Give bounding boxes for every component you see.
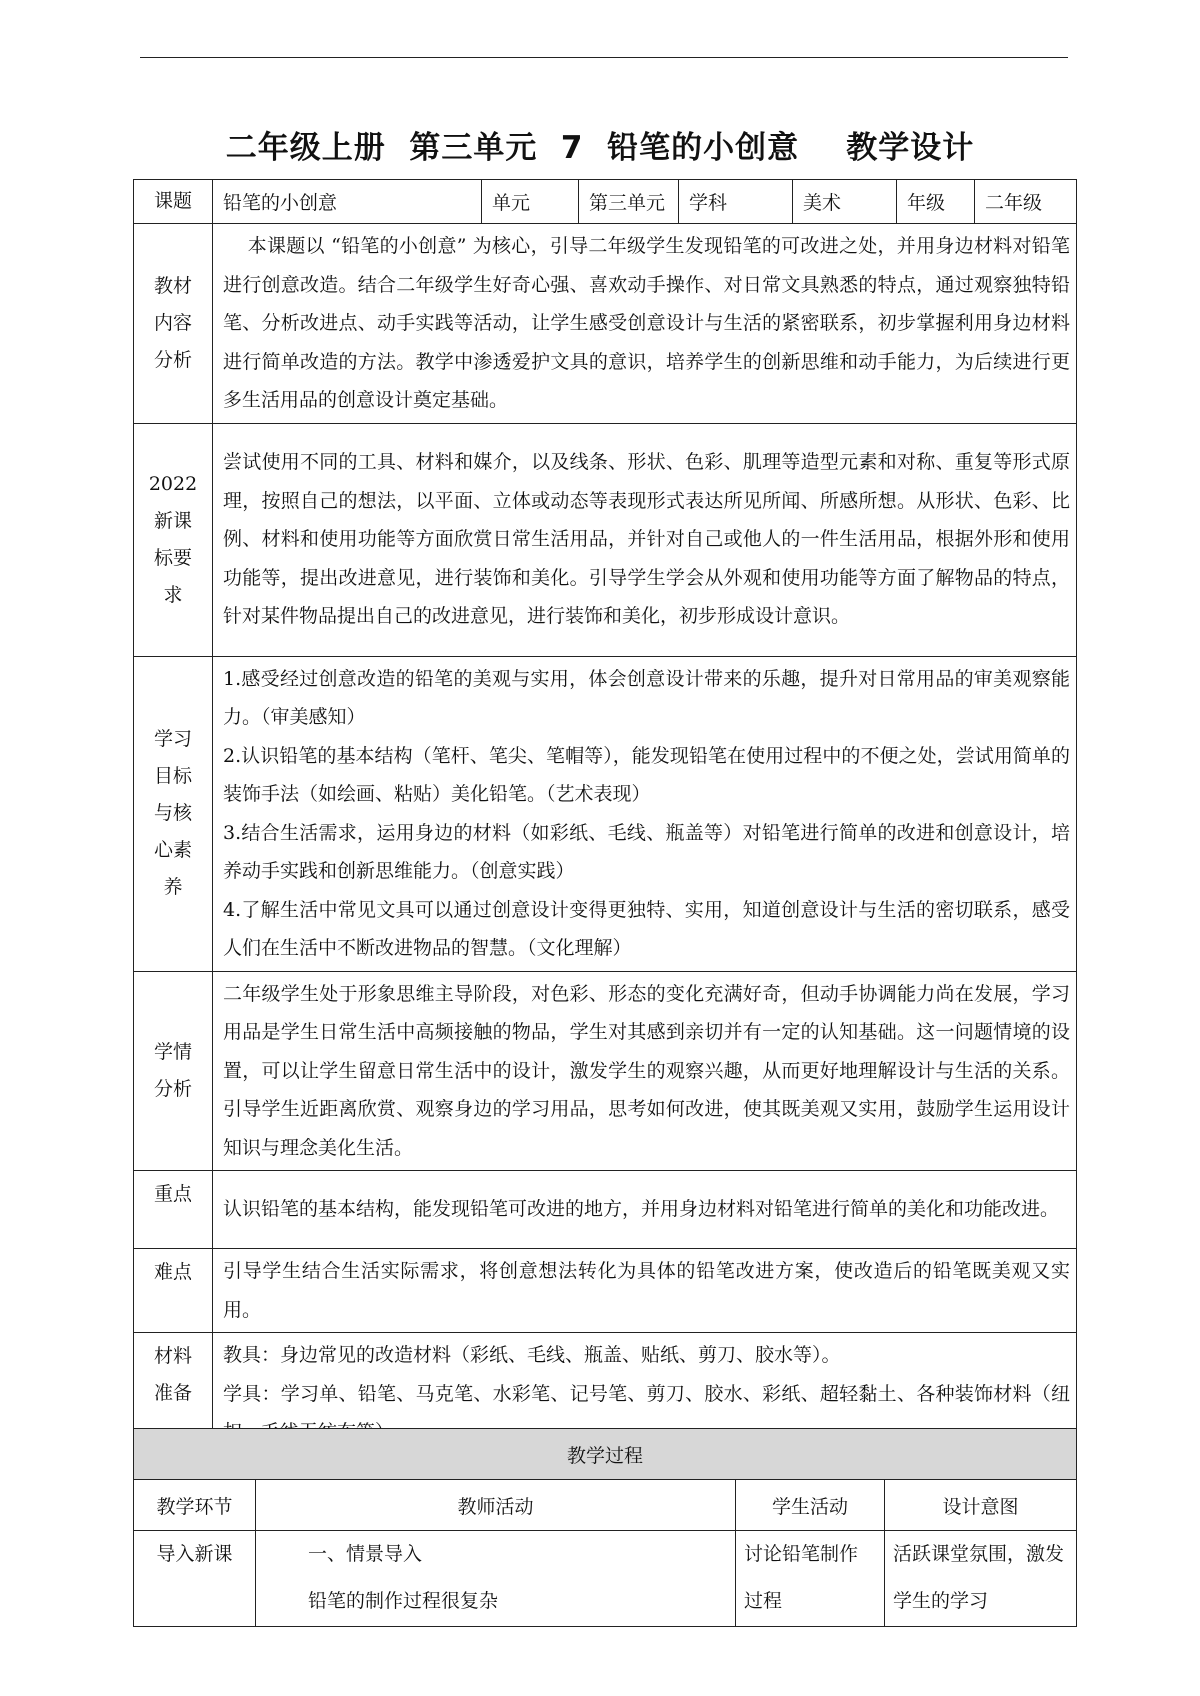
grade-value: 二年级	[975, 180, 1077, 224]
learning-goal-item: 2.认识铅笔的基本结构（笔杆、笔尖、笔帽等），能发现铅笔在使用过程中的不便之处，尝试用简单的装饰手法（如绘画、粘贴）美化铅笔。（艺术表现）	[223, 744, 1070, 805]
stage-cell: 导入新课	[134, 1531, 256, 1627]
key-point-row	[134, 1171, 1077, 1249]
material-analysis-label: 教材内容分析	[134, 224, 213, 424]
topic-value: 铅笔的小创意	[213, 180, 482, 224]
difficulty-label: 难点	[134, 1249, 213, 1333]
student-analysis-row	[134, 971, 1077, 1171]
document-title: 二年级上册 第三单元 7 铅笔的小创意 教学设计	[225, 130, 975, 166]
header-teacher-activity: 教师活动	[256, 1480, 736, 1531]
materials-label: 材料准备	[134, 1333, 213, 1456]
teaching-process-table	[133, 1428, 1077, 1627]
grade-label: 年级	[897, 180, 975, 224]
learning-goal-item: 3.结合生活需求，运用身边的材料（如彩纸、毛线、瓶盖等）对铅笔进行简单的改进和创意设计，培养动手实践和创新思维能力。（创意实践）	[223, 821, 1070, 882]
header-stage: 教学环节	[134, 1480, 256, 1531]
teacher-materials: 教具：身边常见的改造材料（彩纸、毛线、瓶盖、贴纸、剪刀、胶水等）。	[223, 1344, 841, 1366]
unit-label: 单元	[482, 180, 579, 224]
header-student-activity: 学生活动	[736, 1480, 885, 1531]
curriculum-standard-row	[134, 423, 1077, 656]
difficulty-row	[134, 1249, 1077, 1333]
student-analysis-text: 二年级学生处于形象思维主导阶段，对色彩、形态的变化充满好奇，但动手协调能力尚在发展，学习用品是学生日常生活中高频接触的物品，学生对其感到亲切并有一定的认知基础。这一问题情境的设置，可以让学生留意日常生活中的设计，激发学生的观察兴趣，从而更好地理解设计与生活的关系。引导学生近距离欣赏、观察身边的学习用品，思考如何改进，使其既美观又实用，鼓励学生运用设计知识与理念美化生活。	[213, 971, 1077, 1171]
student-analysis-label: 学情分析	[134, 971, 213, 1171]
design-intent-cell: 活跃课堂氛围，激发学生的学习	[885, 1531, 1077, 1627]
process-banner-row	[134, 1429, 1077, 1480]
curriculum-standard-text: 尝试使用不同的工具、材料和媒介，以及线条、形状、色彩、肌理等造型元素和对称、重复等形式原理，按照自己的想法，以平面、立体或动态等表现形式表达所见所闻、所感所想。从形状、色彩、比例、材料和使用功能等方面欣赏日常生活用品，并针对自己或他人的一件生活用品，根据外形和使用功能等，提出改进意见，进行装饰和美化。引导学生学会从外观和使用功能等方面了解物品的特点，针对某件物品提出自己的改进意见，进行装饰和美化，初步形成设计意识。	[213, 423, 1077, 656]
teacher-activity-line: 铅笔的制作过程很复杂	[308, 1590, 499, 1612]
header-rule	[140, 57, 1068, 58]
unit-value: 第三单元	[579, 180, 679, 224]
learning-goals-label: 学习目标与核心素养	[134, 656, 213, 971]
learning-goals-list	[213, 656, 1077, 971]
process-banner: 教学过程	[134, 1429, 1077, 1480]
lesson-info-table	[133, 179, 1077, 1456]
key-point-text: 认识铅笔的基本结构，能发现铅笔可改进的地方，并用身边材料对铅笔进行简单的美化和功能改进。	[213, 1171, 1077, 1249]
learning-goals-row	[134, 656, 1077, 971]
learning-goal-item: 4.了解生活中常见文具可以通过创意设计变得更独特、实用，知道创意设计与生活的密切联系，感受人们在生活中不断改进物品的智慧。（文化理解）	[223, 898, 1070, 959]
info-header-row	[134, 180, 1077, 224]
teacher-activity-line: 一、情景导入	[308, 1543, 423, 1565]
difficulty-text: 引导学生结合生活实际需求，将创意想法转化为具体的铅笔改进方案，使改造后的铅笔既美观又实用。	[213, 1249, 1077, 1333]
student-activity-cell: 讨论铅笔制作过程	[736, 1531, 885, 1627]
material-analysis-text: 本课题以 “铅笔的小创意” 为核心，引导二年级学生发现铅笔的可改进之处，并用身边材料对铅笔进行创意改造。结合二年级学生好奇心强、喜欢动手操作、对日常文具熟悉的特点，通过观察独特铅笔、分析改进点、动手实践等活动，让学生感受创意设计与生活的紧密联系，初步掌握利用身边材料进行简单改造的方法。教学中渗透爱护文具的意识，培养学生的创新思维和动手能力，为后续进行更多生活用品的创意设计奠定基础。	[213, 224, 1077, 424]
material-analysis-row	[134, 224, 1077, 424]
subject-value: 美术	[793, 180, 897, 224]
key-point-label: 重点	[134, 1171, 213, 1249]
header-design-intent: 设计意图	[885, 1480, 1077, 1531]
learning-goal-item: 1.感受经过创意改造的铅笔的美观与实用，体会创意设计带来的乐趣，提升对日常用品的审美观察能力。（审美感知）	[223, 667, 1070, 728]
topic-label: 课题	[134, 180, 213, 224]
process-header-row	[134, 1480, 1077, 1531]
subject-label: 学科	[679, 180, 793, 224]
student-materials: 学具：学习单、铅笔、马克笔、水彩笔、记号笔、剪刀、胶水、彩纸、超轻黏土、各种装饰材料（纽	[223, 1382, 1070, 1405]
teacher-activity-cell	[256, 1531, 736, 1627]
table-row	[134, 1531, 1077, 1627]
curriculum-standard-label: 2022新课标要求	[134, 423, 213, 656]
